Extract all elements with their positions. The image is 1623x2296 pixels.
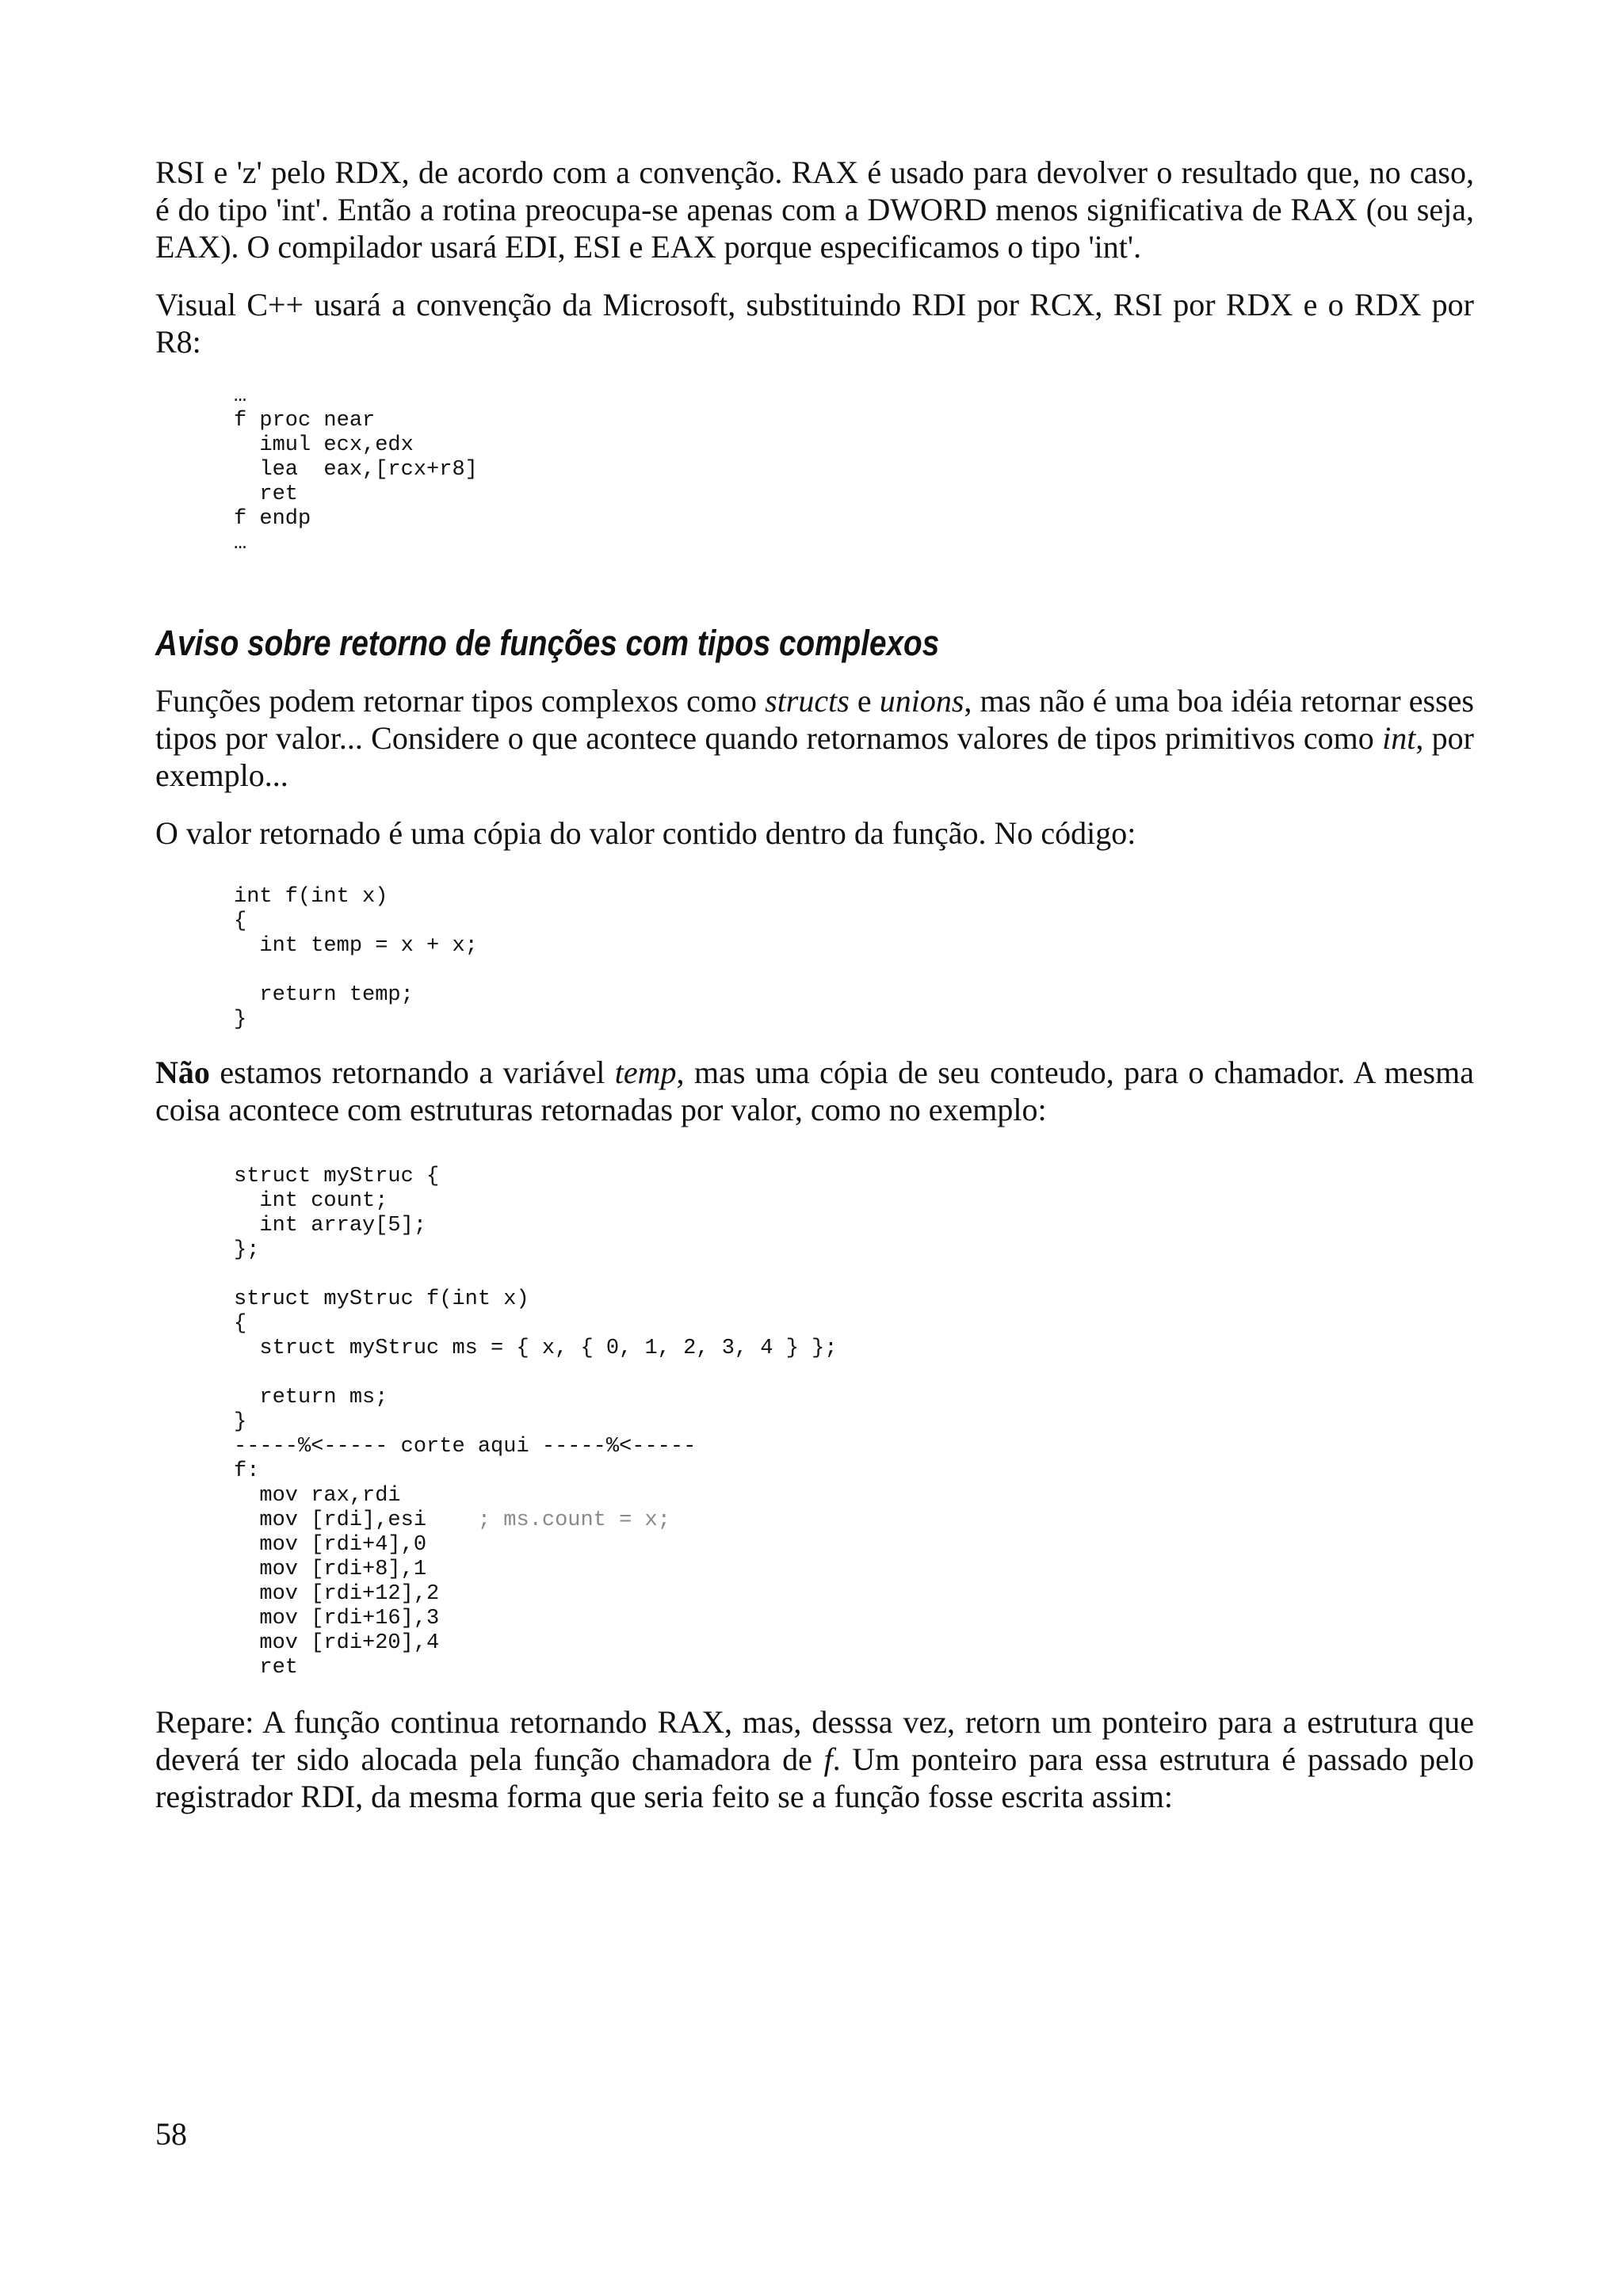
text-run: , mas uma cópia de seu conteudo, para o chamador. A mesma coisa acontece com estruturas retornadas por valor, como no exemplo: xyxy=(155,1055,1474,1127)
code-line: mov [rdi+8],1 xyxy=(234,1558,427,1581)
code-line: struct myStruc ms = { x, { 0, 1, 2, 3, 4 } }; xyxy=(234,1337,838,1360)
code-line: f endp xyxy=(234,507,311,531)
paragraph-text xyxy=(155,1703,1474,1815)
code-line: struct myStruc f(int x) xyxy=(234,1287,529,1311)
code-blank-line xyxy=(234,1361,838,1386)
code-blank-line xyxy=(234,1263,838,1287)
code-line xyxy=(234,1508,838,1533)
code-text: mov [rdi],esi xyxy=(234,1508,478,1532)
code-line: int count; xyxy=(234,1189,388,1213)
code-line: { xyxy=(234,910,247,933)
code-line: … xyxy=(234,384,247,408)
code-line: { xyxy=(234,1312,247,1336)
text-run: , mas não é uma boa idéia retornar esses tipos por valor... Considere o que acontece quando retornamos valores de tipos primitivos como xyxy=(155,683,1474,756)
text-run: Repare: A função continua retornando RAX, mas, desssa vez, retorn um ponteiro para a estrutura que deverá ter sido alocada pela função chamadora de xyxy=(155,1704,1474,1777)
code-line: mov [rdi+20],4 xyxy=(234,1631,440,1655)
code-line: int f(int x) xyxy=(234,885,388,909)
paragraph-text: O valor retornado é uma cópia do valor contido dentro da função. No código: xyxy=(155,815,1136,851)
page-number: 58 xyxy=(155,2116,187,2152)
code-line: mov [rdi+4],0 xyxy=(234,1533,427,1557)
paragraph-text xyxy=(155,682,1474,794)
paragraph-complex-types xyxy=(155,682,1474,794)
emphasis-f: f xyxy=(823,1741,833,1777)
code-line: mov [rdi+12],2 xyxy=(234,1582,440,1606)
paragraph-visual-cpp xyxy=(155,286,1474,360)
code-block-c-int xyxy=(234,885,478,1032)
code-line: }; xyxy=(234,1238,260,1262)
code-line: f: xyxy=(234,1459,260,1483)
emphasis-structs: structs xyxy=(765,683,850,719)
bold-nao: Não xyxy=(155,1055,210,1090)
code-line: -----%<----- corte aqui -----%<----- xyxy=(234,1435,697,1459)
code-line: mov [rdi+16],3 xyxy=(234,1607,440,1630)
code-line: int array[5]; xyxy=(234,1214,427,1238)
code-block-struct xyxy=(234,1165,838,1680)
code-line: int temp = x + x; xyxy=(234,934,478,958)
paragraph-not-returning xyxy=(155,1054,1474,1128)
paragraph-text: RSI e 'z' pelo RDX, de acordo com a convenção. RAX é usado para devolver o resultado que, no caso, é do tipo 'int'. Então a rotina preocupa-se apenas com a DWORD menos significativa de RAX (ou seja, EAX). O compilador usará EDI, ESI e EAX porque especificamos o tipo 'int'. xyxy=(155,154,1474,265)
code-line: ret xyxy=(234,1656,299,1680)
code-comment: ; ms.count = x; xyxy=(477,1508,670,1532)
code-line: lea eax,[rcx+r8] xyxy=(234,458,478,482)
section-heading: Aviso sobre retorno de funções com tipos complexos xyxy=(155,623,940,663)
code-line: return ms; xyxy=(234,1386,388,1409)
code-line: ret xyxy=(234,482,299,506)
paragraph-calling-convention xyxy=(155,154,1474,265)
text-run: , por exemplo... xyxy=(155,720,1474,793)
emphasis-unions: unions xyxy=(879,683,964,719)
text-run: e xyxy=(849,683,880,719)
text-run: . Um ponteiro para essa estrutura é passado pelo registrador RDI, da mesma forma que seria feito se a função fosse escrita assim: xyxy=(155,1741,1474,1814)
paragraph-text xyxy=(155,1054,1474,1128)
code-line: struct myStruc { xyxy=(234,1165,440,1188)
emphasis-int: int xyxy=(1382,720,1416,756)
code-line: } xyxy=(234,1008,247,1032)
paragraph-repare xyxy=(155,1703,1474,1815)
code-line: return temp; xyxy=(234,983,414,1007)
code-line: mov rax,rdi xyxy=(234,1484,401,1508)
text-run: Funções podem retornar tipos complexos como xyxy=(155,683,766,719)
text-run: estamos retornando a variável xyxy=(209,1055,615,1090)
code-line: imul ecx,edx xyxy=(234,433,414,457)
code-line: } xyxy=(234,1410,247,1434)
paragraph-return-copy xyxy=(155,814,1474,852)
code-line: f proc near xyxy=(234,409,376,433)
emphasis-temp: temp xyxy=(614,1055,677,1090)
paragraph-text: Visual C++ usará a convenção da Microsoft, substituindo RDI por RCX, RSI por RDX e o RDX por R8: xyxy=(155,287,1474,360)
code-line: … xyxy=(234,532,247,555)
code-blank-line xyxy=(234,959,478,983)
code-block-asm-msvc xyxy=(234,384,478,556)
